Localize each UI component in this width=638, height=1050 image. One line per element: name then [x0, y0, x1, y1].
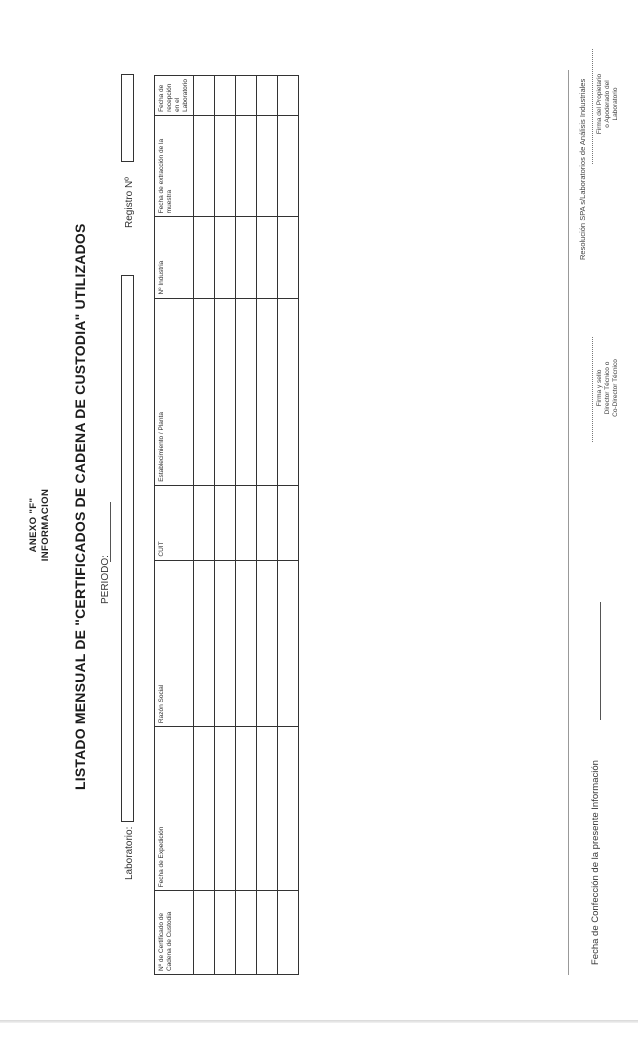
table-cell[interactable] — [194, 76, 215, 116]
firma-director-line-2: Director Técnico o — [604, 361, 611, 415]
table-cell[interactable] — [257, 485, 278, 560]
table-cell[interactable] — [257, 560, 278, 726]
table-cell[interactable] — [236, 76, 257, 116]
table-cell[interactable] — [278, 560, 299, 726]
table-cell[interactable] — [257, 298, 278, 485]
table-cell[interactable] — [236, 727, 257, 891]
anexo-label: ANEXO "F" — [28, 497, 39, 553]
table-cell[interactable] — [215, 560, 236, 726]
table-cell[interactable] — [215, 115, 236, 216]
table-cell[interactable] — [278, 485, 299, 560]
table-cell[interactable] — [236, 485, 257, 560]
table-cell[interactable] — [278, 76, 299, 116]
registro-label: Registro Nº — [124, 177, 135, 228]
firma-propietario-line-2: o Apoderado del — [604, 80, 611, 128]
table-cell[interactable] — [215, 298, 236, 485]
header-certificado: Nº de Certificado de Cadena de Custodia — [155, 891, 194, 975]
table-cell[interactable] — [257, 76, 278, 116]
footer-divider — [568, 70, 569, 975]
header-fecha-extraccion: Fecha de extracción de la muestra — [155, 115, 194, 216]
table-header-row — [155, 76, 194, 975]
table-cell[interactable] — [194, 485, 215, 560]
table-cell[interactable] — [215, 891, 236, 975]
table-cell[interactable] — [257, 891, 278, 975]
certificados-table — [154, 75, 299, 975]
fecha-confeccion-label: Fecha de Confección de la presente Información — [590, 760, 601, 965]
table-cell[interactable] — [194, 891, 215, 975]
table-cell[interactable] — [215, 217, 236, 298]
table-cell[interactable] — [278, 727, 299, 891]
table-cell[interactable] — [194, 115, 215, 216]
table-cell[interactable] — [278, 115, 299, 216]
registro-box[interactable] — [121, 74, 134, 162]
informacion-label: INFORMACION — [40, 488, 51, 562]
firma-director-line — [592, 337, 593, 442]
table-cell[interactable] — [257, 115, 278, 216]
header-establecimiento: Establecimiento / Planta — [155, 298, 194, 485]
table-cell[interactable] — [194, 727, 215, 891]
document-title: LISTADO MENSUAL DE "CERTIFICADOS DE CADENA DE CUSTODIA" UTILIZADOS — [72, 223, 88, 790]
periodo-line — [110, 502, 111, 562]
table-cell[interactable] — [215, 485, 236, 560]
firma-propietario-caption — [596, 54, 620, 154]
header-fecha-recepcion: Fecha de recepción en el Laboratorio — [155, 76, 194, 116]
resolucion-text: Resolución SPA s/Laboratorios de Análisis Industriales — [578, 78, 587, 260]
firma-propietario-line-1: Firma del Propietario — [596, 73, 603, 135]
laboratorio-box[interactable] — [121, 275, 134, 822]
table-row — [278, 76, 299, 975]
periodo-label: PERIODO: — [100, 555, 111, 604]
table-cell[interactable] — [215, 76, 236, 116]
table-cell[interactable] — [194, 217, 215, 298]
table-cell[interactable] — [236, 298, 257, 485]
firma-propietario-line — [592, 49, 593, 164]
table-cell[interactable] — [257, 217, 278, 298]
table-cell[interactable] — [194, 298, 215, 485]
table-cell[interactable] — [257, 727, 278, 891]
table-cell[interactable] — [236, 891, 257, 975]
firma-director-line-3: Co-Director Técnico — [612, 359, 619, 417]
table-cell[interactable] — [278, 298, 299, 485]
table-cell[interactable] — [236, 115, 257, 216]
table-cell[interactable] — [215, 727, 236, 891]
firma-director-line-1: Firma y sello — [596, 369, 603, 407]
laboratorio-label: Laboratorio: — [124, 826, 135, 880]
firma-director-caption — [596, 338, 620, 438]
header-industria: Nº Industria — [155, 217, 194, 298]
table-cell[interactable] — [236, 560, 257, 726]
table-cell[interactable] — [278, 891, 299, 975]
table-cell[interactable] — [236, 217, 257, 298]
fecha-confeccion-line — [600, 602, 601, 720]
header-razon-social: Razón Social — [155, 560, 194, 726]
scan-edge — [0, 1020, 638, 1023]
table-cell[interactable] — [278, 217, 299, 298]
header-cuit: CUIT — [155, 485, 194, 560]
firma-propietario-line-3: Laboratorio — [612, 87, 619, 121]
table-row — [194, 76, 215, 975]
table-row — [215, 76, 236, 975]
table-row — [236, 76, 257, 975]
table-row — [257, 76, 278, 975]
header-fecha-expedicion: Fecha de Expedición — [155, 727, 194, 891]
table-cell[interactable] — [194, 560, 215, 726]
